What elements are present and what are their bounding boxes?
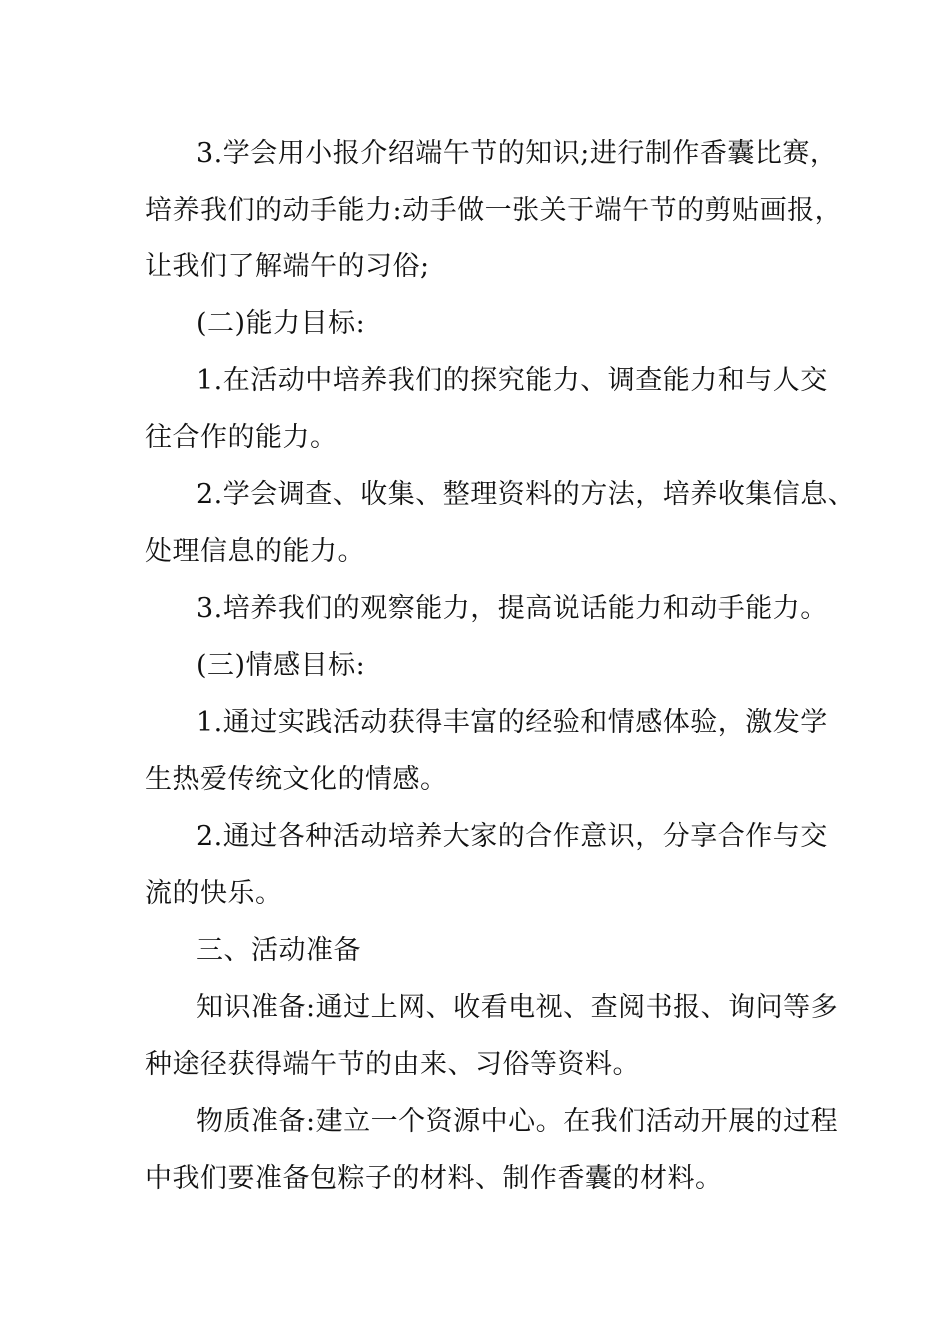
section-heading: (三)情感目标: (196, 650, 366, 681)
paragraph-line: 1.在活动中培养我们的探究能力、调查能力和与人交 (196, 365, 828, 396)
paragraph-line: 处理信息的能力。 (145, 536, 365, 567)
paragraph-line: 2.通过各种活动培养大家的合作意识，分享合作与交 (196, 821, 828, 852)
paragraph-line: 流的快乐。 (145, 878, 283, 909)
paragraph-line: 生热爱传统文化的情感。 (145, 764, 448, 795)
paragraph-line: 3.培养我们的观察能力，提高说话能力和动手能力。 (196, 593, 828, 624)
paragraph-line: 3.学会用小报介绍端午节的知识;进行制作香囊比赛， (196, 138, 838, 169)
section-heading: 三、活动准备 (196, 935, 361, 966)
paragraph-line: 中我们要准备包粽子的材料、制作香囊的材料。 (145, 1163, 723, 1194)
paragraph-line: 2.学会调查、收集、整理资料的方法，培养收集信息、 (196, 479, 856, 510)
paragraph-line: 种途径获得端午节的由来、习俗等资料。 (145, 1049, 640, 1080)
paragraph-line: 1.通过实践活动获得丰富的经验和情感体验，激发学 (196, 707, 828, 738)
paragraph-line: 往合作的能力。 (145, 422, 338, 453)
paragraph-line: 培养我们的动手能力:动手做一张关于端午节的剪贴画报， (145, 195, 843, 226)
paragraph-line: 物质准备:建立一个资源中心。在我们活动开展的过程 (196, 1106, 839, 1137)
paragraph-line: 知识准备:通过上网、收看电视、查阅书报、询问等多 (196, 992, 839, 1023)
paragraph-line: 让我们了解端午的习俗; (145, 251, 430, 282)
section-heading: (二)能力目标: (196, 308, 366, 339)
